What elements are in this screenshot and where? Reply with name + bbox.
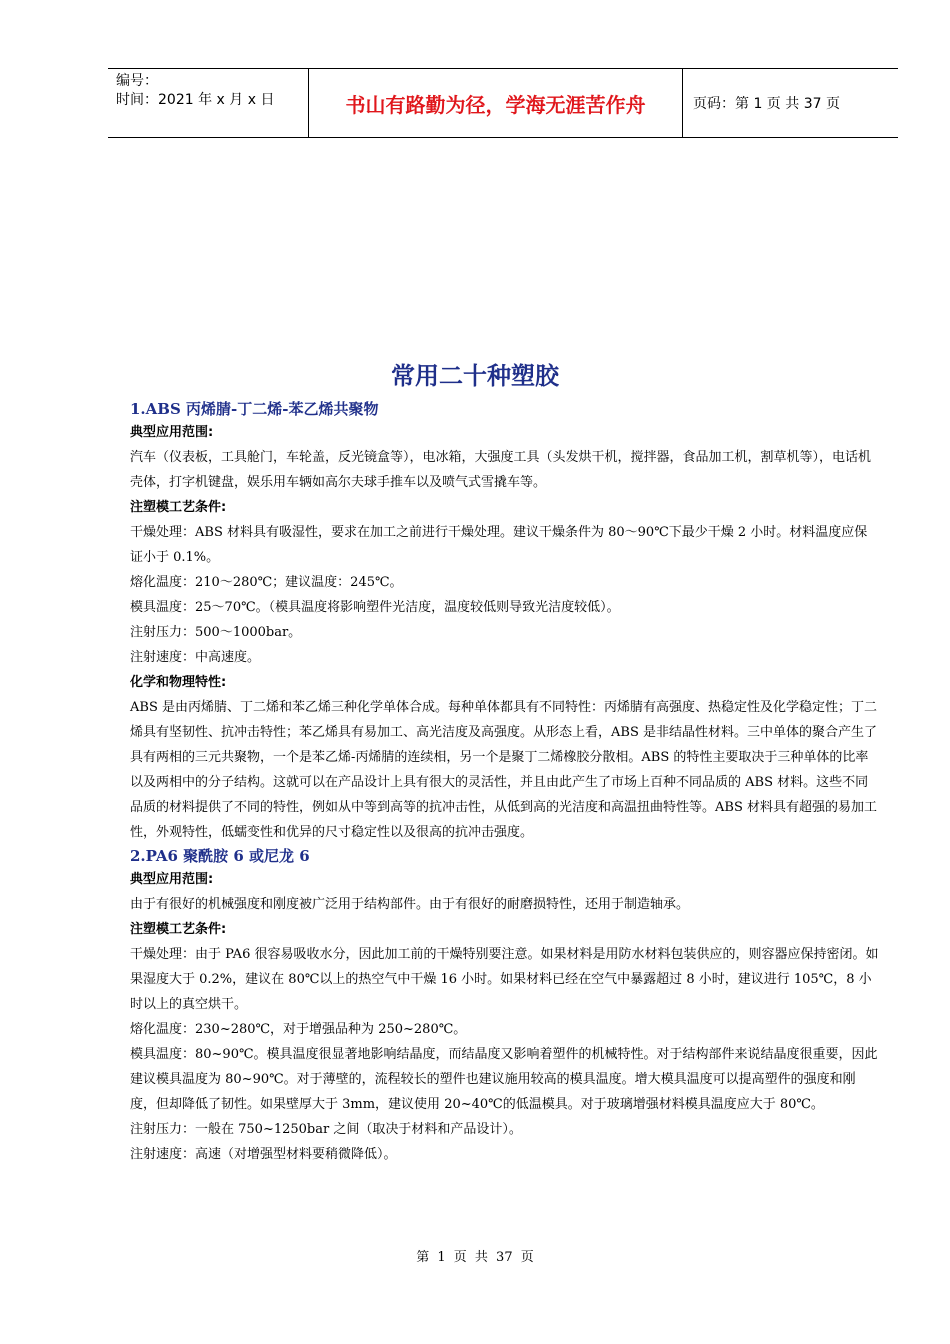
process-item: 干燥处理：由于 PA6 很容易吸收水分，因此加工前的干燥特别要注意。如果材料是用防水材料包装供应的，则容器应保持密闭。如果湿度大于 0.2%，建议在 80℃以上的热空气中干燥 16 小时。如果材料已经在空气中暴露超过 8 小时，建议进行 105℃，8 小时以上的真空烘干。 (130, 947, 879, 1012)
process-item: 注射速度：中高速度。 (130, 650, 261, 665)
chemical-heading: 化学和物理特性: (130, 675, 227, 690)
process-item: 熔化温度：230~280℃，对于增强品种为 250~280℃。 (130, 1022, 467, 1037)
application-text: 由于有很好的机械强度和刚度被广泛用于结构部件。由于有很好的耐磨损特性，还用于制造轴承。 (130, 897, 690, 912)
document-body (130, 398, 880, 1167)
page-footer: 第 1 页 共 37 页 (416, 1250, 534, 1265)
section-pa6 (130, 845, 880, 1167)
application-heading: 典型应用范围: (130, 425, 214, 440)
process-item: 模具温度：80~90℃。模具温度很显著地影响结晶度，而结晶度又影响着塑件的机械特性。对于结构部件来说结晶度很重要，因此建议模具温度为 80~90℃。对于薄壁的，流程较长的塑件也建议施用较高的模具温度。增大模具温度可以提高塑件的强度和刚度，但却降低了韧性。如果壁厚大于 3mm，建议使用 20~40℃的低温模具。对于玻璃增强材料模具温度应大于 80℃。 (130, 1047, 878, 1112)
process-item: 干燥处理：ABS 材料具有吸湿性，要求在加工之前进行干燥处理。建议干燥条件为 80～90℃下最少干燥 2 小时。材料温度应保证小于 0.1%。 (130, 525, 868, 565)
section-heading: 2.PA6 聚酰胺 6 或尼龙 6 (130, 847, 310, 865)
document-date: 时间：2021 年 x 月 x 日 (116, 92, 275, 108)
section-abs (130, 398, 880, 845)
page-header (108, 68, 898, 138)
document-title: 常用二十种塑胶 (391, 362, 559, 390)
process-heading: 注塑模工艺条件: (130, 922, 227, 937)
process-item: 注射压力：500～1000bar。 (130, 625, 302, 640)
chemical-text: ABS 是由丙烯腈、丁二烯和苯乙烯三种化学单体合成。每种单体都具有不同特性：丙烯腈有高强度、热稳定性及化学稳定性；丁二烯具有坚韧性、抗冲击特性；苯乙烯具有易加工、高光洁度及高强度。从形态上看，ABS 是非结晶性材料。三中单体的聚合产生了具有两相的三元共聚物，一个是苯乙烯-丙烯腈的连续相，另一个是聚丁二烯橡胶分散相。ABS 的特性主要取决于三种单体的比率以及两相中的分子结构。这就可以在产品设计上具有很大的灵活性，并且由此产生了市场上百种不同品质的 ABS 材料。这些不同品质的材料提供了不同的特性，例如从中等到高等的抗冲击性，从低到高的光洁度和高温扭曲特性等。ABS 材料具有超强的易加工性，外观特性，低蠕变性和优异的尺寸稳定性以及很高的抗冲击强度。 (130, 700, 877, 840)
process-heading: 注塑模工艺条件: (130, 500, 227, 515)
process-item: 模具温度：25～70℃。（模具温度将影响塑件光洁度，温度较低则导致光洁度较低）。 (130, 600, 620, 615)
process-item: 注射速度：高速（对增强型材料要稍微降低）。 (130, 1147, 397, 1162)
header-motto: 书山有路勤为径，学海无涯苦作舟 (309, 69, 683, 137)
process-item: 注射压力：一般在 750~1250bar 之间（取决于材料和产品设计）。 (130, 1122, 522, 1137)
application-heading: 典型应用范围: (130, 872, 214, 887)
header-info-cell (108, 69, 309, 137)
header-page-code: 页码：第 1 页 共 37 页 (693, 96, 840, 112)
process-item: 熔化温度：210～280℃；建议温度：245℃。 (130, 575, 403, 590)
section-heading: 1.ABS 丙烯腈-丁二烯-苯乙烯共聚物 (130, 400, 379, 418)
application-text: 汽车（仪表板，工具舱门，车轮盖，反光镜盒等），电冰箱，大强度工具（头发烘干机，搅拌器，食品加工机，割草机等），电话机壳体，打字机键盘，娱乐用车辆如高尔夫球手推车以及喷气式雪撬车等。 (130, 450, 872, 490)
document-number-label: 编号： (116, 73, 158, 89)
